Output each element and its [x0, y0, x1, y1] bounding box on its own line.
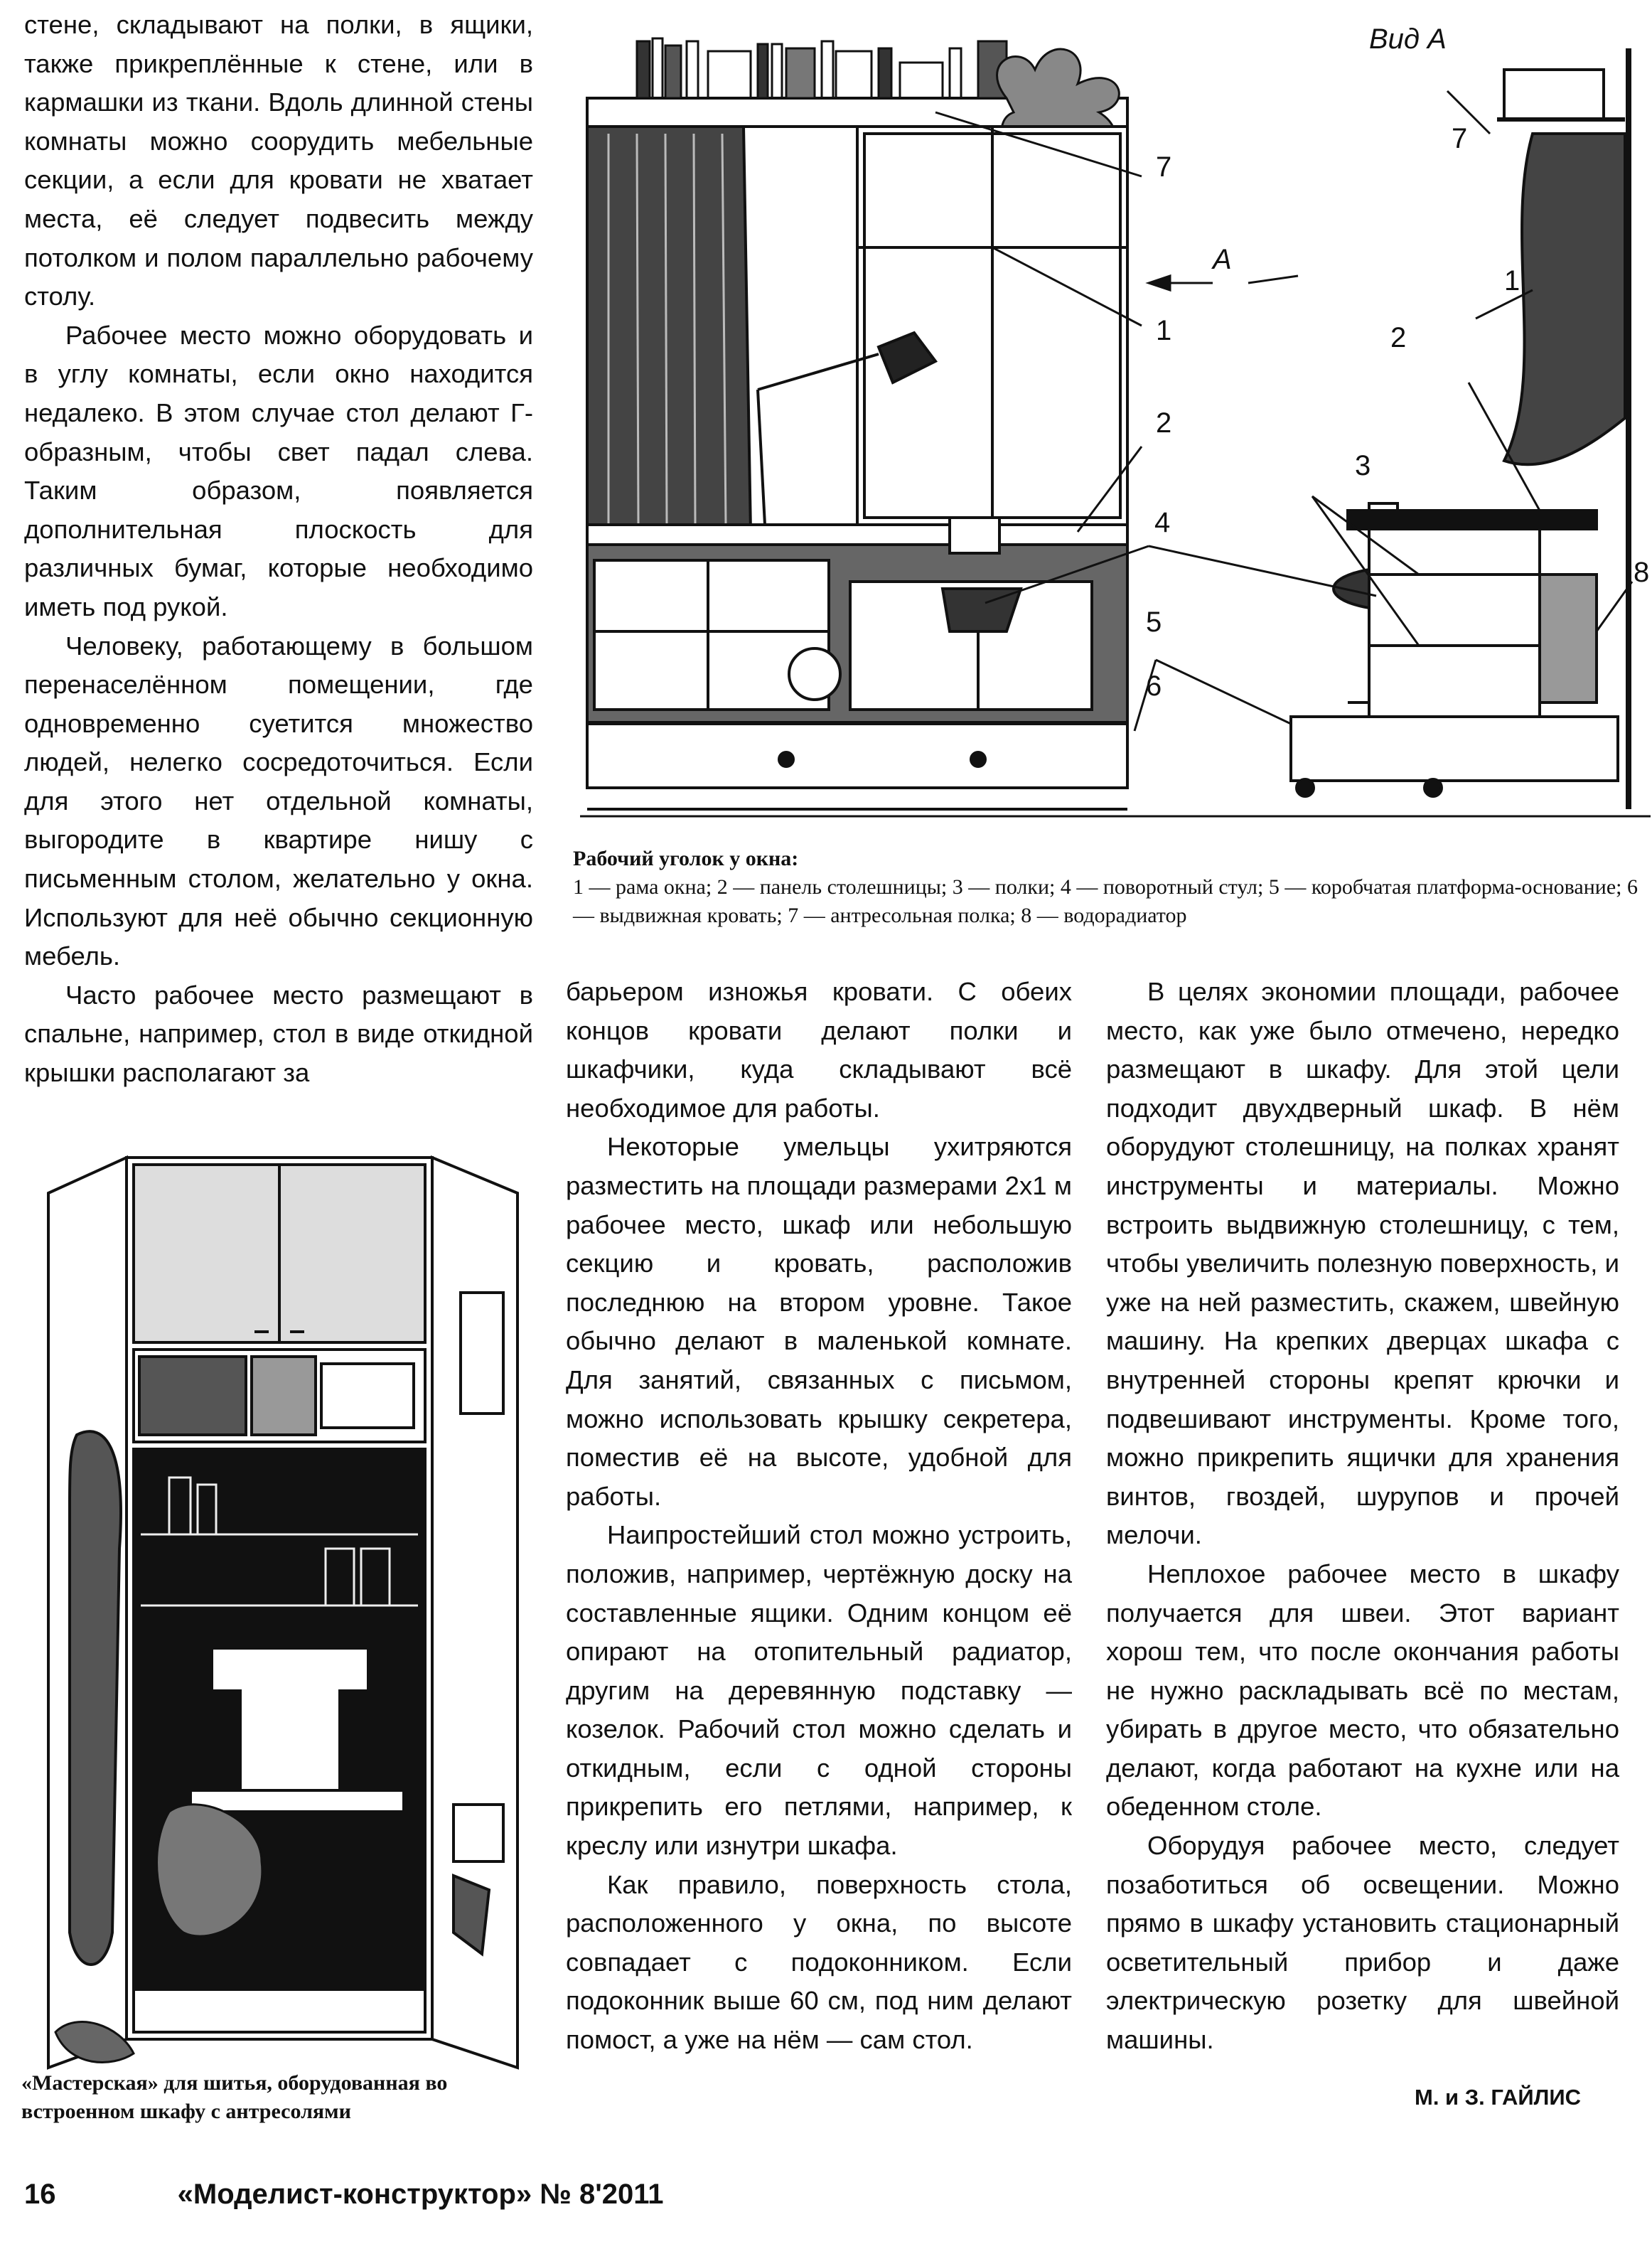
callout-2: 2: [1156, 407, 1172, 439]
text-column-2: [566, 973, 1072, 2060]
caption-text: 1 — рама окна; 2 — панель столешницы; 3 — полки; 4 — поворотный стул; 5 — коробчатая платформа-основание; 6 — выдвижная кровать; 7 — антресольная полка; 8 — водорадиатор: [573, 875, 1638, 927]
paragraph: В целях экономии площади, рабочее место, как уже было отмечено, нередко размещают в шкафу. Для этой цели подходит двухдверный шкаф. В нём оборудуют столешницу, на полках хранят инструменты и материалы. Можно встроить выдвижную столешницу, с тем, чтобы увеличить полезную поверхность, и уже на ней разместить, скажем, швейную машину. На крепких дверцах шкафа с внутренней стороны крепят крючки и подвешивают инструменты. Кроме того, можно прикрепить ящички для хранения винтов, гвоздей, шурупов и прочей мелочи.: [1106, 977, 1619, 1550]
callout-3: 3: [1355, 450, 1371, 481]
callout-5: 5: [1146, 607, 1162, 638]
page-footer: [24, 2179, 664, 2211]
text-column-3: [1106, 973, 1619, 2060]
view-label: Вид А: [1369, 23, 1447, 55]
paragraph: Рабочее место можно оборудовать и в углу комнаты, если окно находится недалеко. В этом случае стол делают Г-образным, чтобы свет падал слева. Таким образом, появляется дополнительная плоскость для различных бумаг, которые необходимо иметь под рукой.: [24, 320, 533, 621]
text-column-1: [24, 6, 533, 1093]
paragraph: Некоторые умельцы ухитряются разместить на площади размерами 2х1 м рабочее место, шкаф или небольшую секцию и кровать, расположив последнюю на втором уровне. Такое обычно делают в маленькой комнате. Для занятий, связанных с письмом, можно использовать крышку секретера, поместив её на высоте, удобной для работы.: [566, 1132, 1072, 1511]
callout-7: 7: [1156, 151, 1172, 183]
author-signature: М. и З. ГАЙЛИС: [1415, 2085, 1582, 2110]
paragraph: Оборудуя рабочее место, следует позаботиться об освещении. Можно прямо в шкафу установить стационарный осветительный прибор и даже электрическую розетку для швейной машины.: [1106, 1831, 1619, 2055]
callout-7-side: 7: [1452, 123, 1468, 154]
paragraph: Наипростейший стол можно устроить, положив, например, чертёжную доску на составленные ящики. Одним концом её опирают на отопительный радиатор, другим на деревянную подставку — козелок. Рабочий стол можно сделать и откидным, если с одной стороны прикрепить его петлями, например, к креслу или изнутри шкафа.: [566, 1520, 1072, 1861]
journal-title: «Моделист-конструктор» № 8'2011: [177, 2179, 664, 2210]
arrow-label: A: [1213, 244, 1232, 275]
page-number: 16: [24, 2179, 56, 2210]
paragraph: Как правило, поверхность стола, расположенного у окна, по высоте совпадает с подоконником. Если подоконник выше 60 см, под ним делают помост, а уже на нём — сам стол.: [566, 1869, 1072, 2055]
callout-2-side: 2: [1390, 322, 1407, 353]
figure-work-corner: [580, 20, 1651, 822]
caption-title: Рабочий уголок у окна:: [573, 847, 799, 870]
callout-4: 4: [1154, 507, 1171, 538]
paragraph: Неплохое рабочее место в шкафу получается для швеи. Этот вариант хорош тем, что после окончания работы не нужно раскладывать всё по местам, убирать в другое место, что обязательно делают, когда работают на кухне или на обеденном столе.: [1106, 1559, 1619, 1822]
figure-caption-2: «Мастерская» для шитья, оборудованная во встроенном шкафу с антресолями: [21, 2071, 448, 2123]
figure-sewing-wardrobe: [27, 1150, 529, 2075]
callout-8: 8: [1634, 557, 1650, 588]
paragraph: Человеку, работающему в большом перенаселённом помещении, где одновременно суетится множество людей, нелегко сосредоточиться. Если для этого нет отдельной комнаты, выгородите в квартире нишу с письменным столом, желательно у окна. Используют для неё обычно секционную мебель.: [24, 631, 533, 971]
callout-1: 1: [1156, 315, 1172, 346]
paragraph: Часто рабочее место размещают в спальне, например, стол в виде откидной крышки располагают за: [24, 980, 533, 1088]
paragraph: стене, складывают на полки, в ящики, также прикреплённые к стене, или в кармашки из ткани. Вдоль длинной стены комнаты можно соорудить мебельные секции, а если для кровати не хватает места, её следует подвесить между потолком и полом параллельно рабочему столу.: [24, 10, 533, 311]
figure-caption-1: [573, 845, 1646, 930]
callout-1-side: 1: [1504, 265, 1520, 296]
callout-6: 6: [1146, 670, 1162, 702]
paragraph: барьером изножья кровати. С обеих концов кровати делают полки и шкафчики, куда складывают всё необходимое для работы.: [566, 977, 1072, 1123]
